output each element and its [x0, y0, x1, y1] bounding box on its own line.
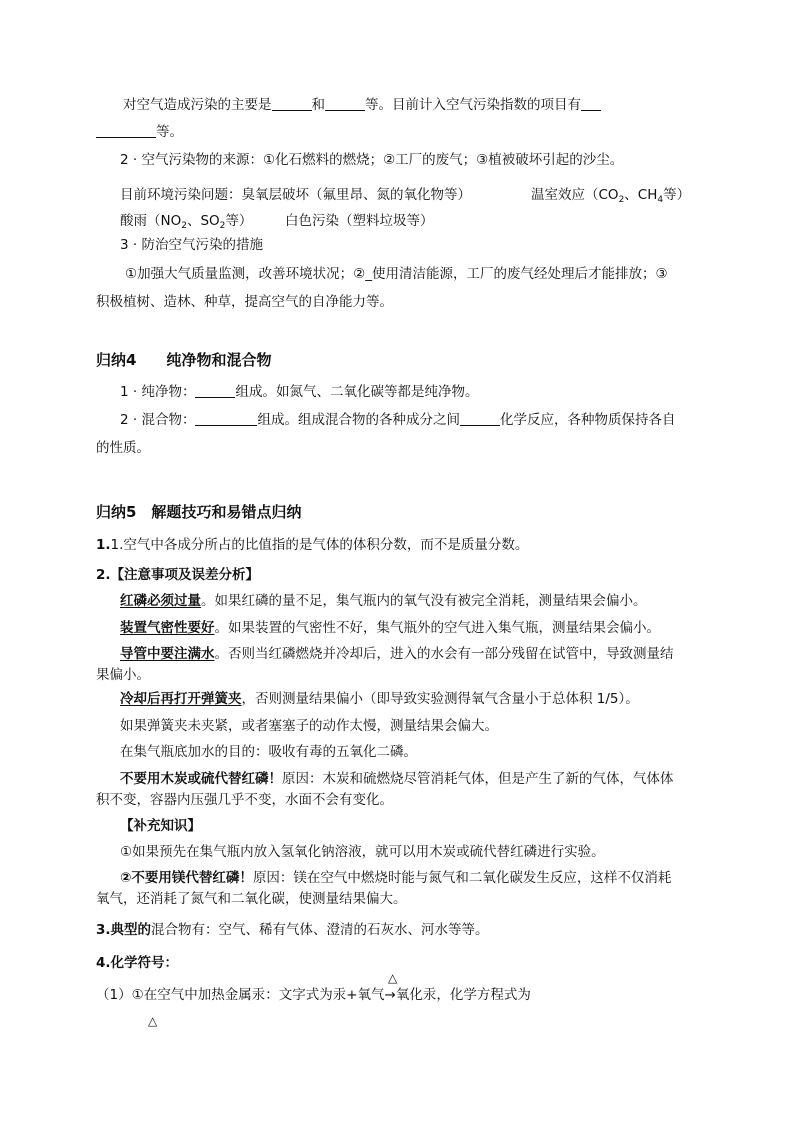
pollutant-line-2: 等。: [96, 123, 183, 141]
white-pollution-text: 白色污染（塑料垃圾等）: [285, 213, 434, 229]
blank: [325, 96, 365, 111]
note-fill-water: 导管中要注满水。否则当红磷燃烧并冷却后，进入的水会有一部分残留在试管中，导致测量结: [120, 646, 674, 662]
blank: [581, 96, 601, 111]
blank: [272, 96, 312, 111]
point-4-heading: 4.化学符号：: [96, 955, 179, 971]
pollution-sources: 2 · 空气污染物的来源：①化石燃料的燃烧；②工厂的废气；③植被破坏引起的沙尘。: [120, 152, 624, 168]
supplement-2: ②不要用镁代替红磷！原因：镁在空气中燃烧时能与氮气和二氧化碳发生反应，这样不仅消耗: [120, 870, 672, 886]
section4-heading: 归纳4 纯净物和混合物: [96, 351, 272, 369]
supplement-2-cont: 氧气，还消耗了氮气和二氧化碳，使测量结果偏大。: [96, 891, 407, 907]
supplement-1: ①如果预先在集气瓶内放入氢氧化钠溶液，就可以用木炭或硫代替红磷进行实验。: [120, 844, 605, 860]
blank: [195, 411, 257, 426]
supplement-heading: 【补充知识】: [120, 818, 201, 834]
point-1: 1.1.空气中各成分所占的比值指的是气体的体积分数，而不是质量分数。: [96, 537, 529, 553]
note-no-charcoal-cont: 积不变，容器内压强几乎不变，水面不会有变化。: [96, 792, 393, 808]
mixture-line: 2 · 混合物： 组成。组成混合物的各种成分之间 化学反应，各种物质保持各自: [120, 412, 676, 428]
env-problems-line: 目前环境污染问题：臭氧层破坏（氟里昂、氮的氧化物等）: [120, 187, 471, 203]
pure-substance-line: 1 · 纯净物： 组成。如氮气、二氧化碳等都是纯净物。: [120, 384, 479, 400]
greenhouse-text: 温室效应（$CO_2$、$CH_4$等）: [531, 187, 691, 205]
pollutant-line-1: 对空气造成污染的主要是 和 等。目前计入空气污染指数的项目有: [123, 96, 601, 114]
point-2-heading: 2.【注意事项及误差分析】: [96, 567, 260, 583]
point-3: 3.典型的混合物有：空气、稀有气体、澄清的石灰水、河水等等。: [96, 922, 489, 938]
note-fill-water-cont: 果偏小。: [96, 667, 150, 683]
prevention-title: 3 · 防治空气污染的措施: [120, 237, 263, 253]
note-excess-phosphorus: 红磷必须过量。如果红磷的量不足，集气瓶内的氧气没有被完全消耗，测量结果会偏小。: [120, 593, 647, 609]
note-no-charcoal: 不要用木炭或硫代替红磷！原因：木炭和硫燃烧尽管消耗气体，但是产生了新的气体，气体体: [120, 771, 674, 787]
mixture-line-2: 的性质。: [96, 440, 150, 456]
acid-rain-text: 酸雨（$NO_2$、$SO_2$等）: [120, 213, 253, 231]
note-airtight: 装置气密性要好。如果装置的气密性不好，集气瓶外的空气进入集气瓶，测量结果会偏小。: [120, 620, 660, 636]
prevention-measures-2: 积极植树、造林、种草，提高空气的自净能力等。: [96, 294, 393, 310]
section5-heading: 归纳5 解题技巧和易错点归纳: [96, 503, 302, 521]
heat-triangle-icon: △: [388, 971, 398, 985]
prevention-measures-1: ①加强大气质量监测，改善环境状况；②_使用清洁能源，工厂的废气经处理后才能排放；③: [125, 266, 668, 282]
mercury-question: （1）①在空气中加热金属汞：文字式为汞+氧气→氧化汞，化学方程式为: [96, 987, 531, 1003]
blank: [195, 383, 235, 398]
blank: [460, 411, 500, 426]
heat-triangle-icon: △: [148, 1014, 158, 1028]
note-clamp: 如果弹簧夹未夹紧，或者塞塞子的动作太慢，测量结果会偏大。: [120, 718, 498, 734]
note-cool-first: 冷却后再打开弹簧夹，否则测量结果偏小（即导致实验测得氧气含量小于总体积 1/5）。: [120, 691, 639, 707]
note-water-purpose: 在集气瓶底加水的目的：吸收有毒的五氧化二磷。: [120, 744, 417, 760]
blank: [96, 123, 156, 138]
